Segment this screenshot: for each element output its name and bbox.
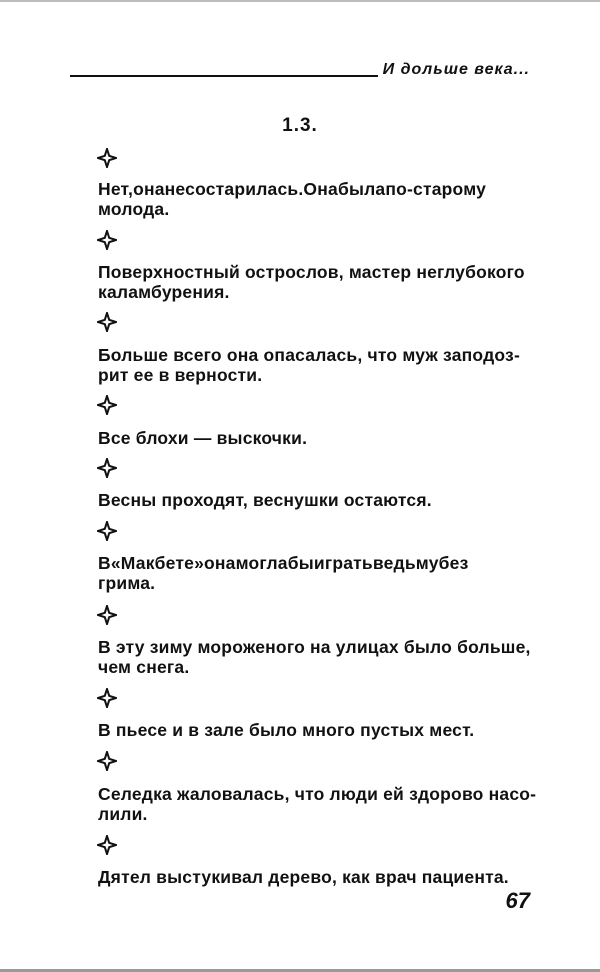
entry-line: грима. [98,573,156,593]
entry-line: рит ее в верности. [98,365,263,385]
four-point-star-icon [97,605,117,625]
word: состарилась. [185,179,304,199]
entry-8 [98,720,530,740]
entry-10 [98,867,530,887]
entry-line: Поверхностный острослов, мастер неглубокого [98,262,525,282]
word: «Макбете» [110,553,205,573]
word: была [337,179,386,199]
entry-5 [98,490,530,510]
four-point-star-icon [97,230,117,250]
entry-7 [98,637,530,677]
four-point-star-icon [97,835,117,855]
entry-line: чем снега. [98,657,190,677]
word: бы [287,553,314,573]
page-number: 67 [505,888,530,913]
entry-line [98,553,530,573]
running-head-title: И дольше века... [382,61,530,78]
page-top-edge [0,0,600,2]
four-point-star-icon [97,148,117,168]
entry-3 [98,345,530,385]
entry-line: В эту зиму мороженого на улицах было больше, [98,637,531,657]
entry-line: В пьесе и в зале было много пустых мест. [98,720,475,740]
four-point-star-icon [97,458,117,478]
entry-line: молода. [98,199,170,219]
entry-line: Селедка жаловалась, что люди ей здорово насо- [98,784,537,804]
four-point-star-icon [97,312,117,332]
four-point-star-icon [97,395,117,415]
entry-line: лили. [98,804,148,824]
four-point-star-icon [97,751,117,771]
entry-line: Весны проходят, веснушки остаются. [98,490,432,510]
word: без [438,553,469,573]
entry-line: Больше всего она опасалась, что муж заподоз- [98,345,520,365]
entry-line: Дятел выстукивал дерево, как врач пациента. [98,867,509,887]
entry-line: Все блохи — выскочки. [98,428,308,448]
word: В [98,553,111,573]
word: по-старому [385,179,487,199]
word: не [164,179,186,199]
entry-6 [98,553,530,593]
four-point-star-icon [97,688,117,708]
word: ведьму [372,553,439,573]
section-number: 1.3. [282,115,318,136]
word: она [133,179,165,199]
four-point-star-icon [97,521,117,541]
word: Она [303,179,338,199]
entry-4 [98,428,530,448]
word: Нет, [98,179,134,199]
entry-2 [98,262,530,302]
word: могла [235,553,288,573]
running-head-rule [70,75,378,77]
entry-9 [98,784,537,824]
word: играть [313,553,373,573]
entry-line [98,179,530,199]
entry-line: каламбурения. [98,282,230,302]
word: она [204,553,236,573]
entry-1 [98,179,530,219]
